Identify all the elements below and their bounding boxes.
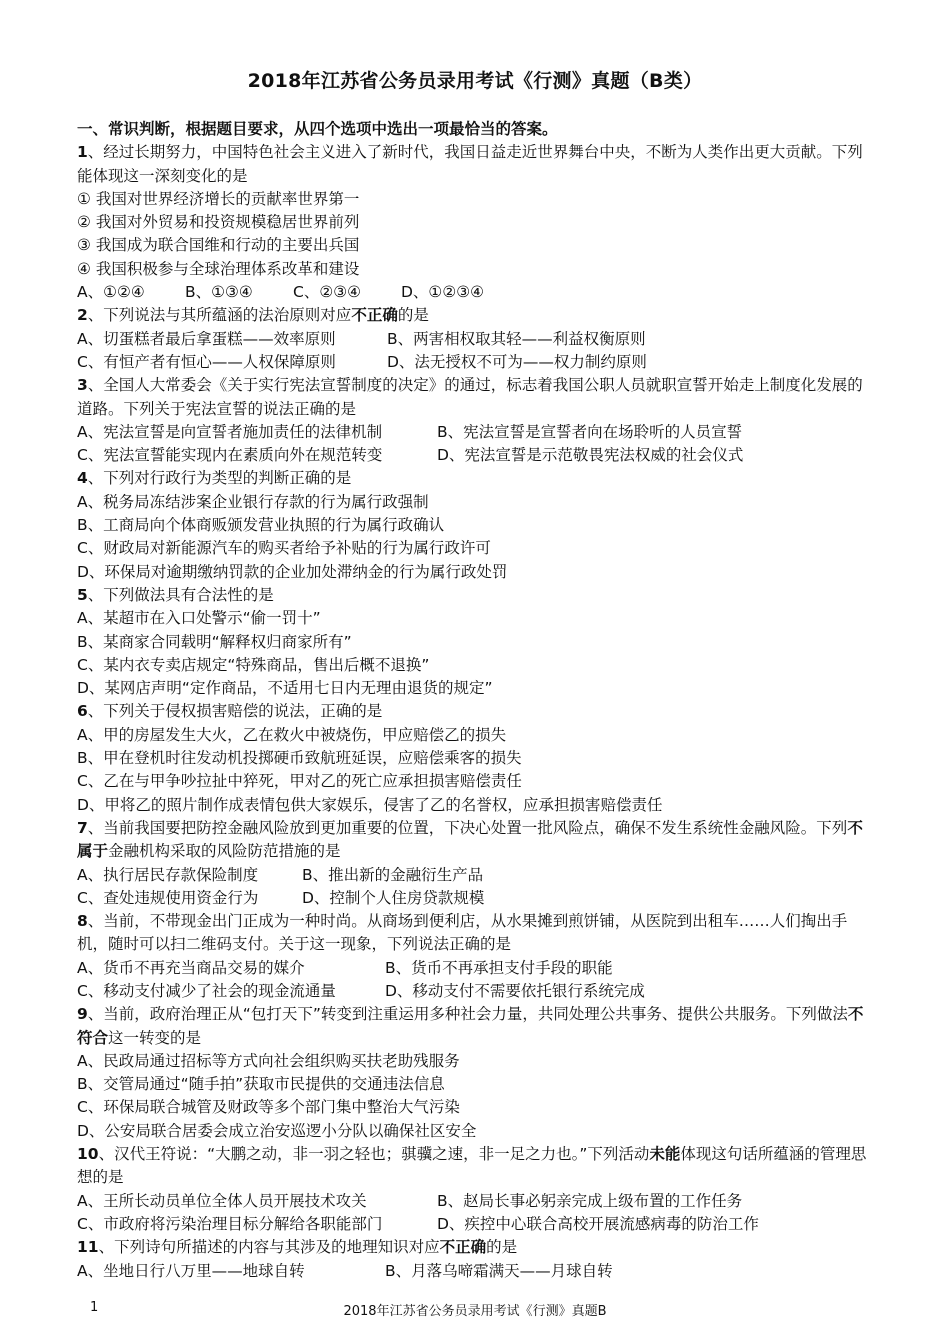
question-7-stem: 7、当前我国要把防控金融风险放到更加重要的位置，下决心处置一批风险点，确保不发生系统性金融风险。下列不属于金融机构采取的风险防范措施的是	[77, 818, 863, 861]
option-d: D、某网店声明“定作商品，不适用七日内无理由退货的规定”	[77, 679, 493, 698]
question-7-options-row	[77, 887, 877, 910]
option-b: B、货币不再承担支付手段的职能	[385, 958, 613, 977]
question-3-stem: 3、全国人大常委会《关于实行宪法宣誓制度的决定》的通过，标志着我国公职人员就职宣誓开始走上制度化发展的道路。下列关于宪法宣誓的说法正确的是	[77, 376, 863, 418]
question-7-options-row	[77, 864, 877, 887]
question-10-stem: 10、汉代王符说：“大鹏之动，非一羽之轻也；骐骥之速，非一足之力也。”下列活动未能体现这句话所蕴涵的管理思想的是	[77, 1145, 867, 1187]
option-c: C、财政局对新能源汽车的购买者给予补贴的行为属行政许可	[77, 539, 491, 558]
question-8-stem: 8、当前，不带现金出门正成为一种时尚。从商场到便利店，从水果摊到煎饼铺，从医院到出租车……人们掏出手机，随时可以扫二维码支付。关于这一现象，下列说法正确的是	[77, 912, 848, 954]
emphasis-text: 不正确	[351, 306, 398, 325]
question-number: 5	[77, 585, 88, 604]
option-c: C、移动支付减少了社会的现金流通量	[77, 981, 336, 1000]
emphasis-text: 不正确	[439, 1238, 487, 1257]
option-c: C、市政府将污染治理目标分解给各职能部门	[77, 1214, 383, 1233]
page-title: 2018年江苏省公务员录用考试《行测》真题（B类）	[247, 70, 703, 92]
option-b: B、某商家合同载明“解释权归商家所有”	[77, 632, 352, 651]
question-number: 1	[77, 143, 88, 162]
question-3-options-row	[77, 444, 877, 467]
option-b: B、赵局长事必躬亲完成上级布置的工作任务	[437, 1191, 743, 1210]
question-1-options	[77, 281, 877, 304]
option-b: B、甲在登机时往发动机投掷硬币致航班延误，应赔偿乘客的损失	[77, 749, 522, 768]
option-c: C、有恒产者有恒心——人权保障原则	[77, 352, 336, 371]
question-4-stem: 4、下列对行政行为类型的判断正确的是	[77, 469, 352, 488]
option-c: C、环保局联合城管及财政等多个部门集中整治大气污染	[77, 1098, 460, 1117]
option-d: D、环保局对逾期缴纳罚款的企业加处滞纳金的行为属行政处罚	[77, 562, 508, 581]
option-d: D、①②③④	[401, 283, 485, 302]
emphasis-text: 未能	[649, 1145, 681, 1164]
option-d: D、疾控中心联合高校开展流感病毒的防治工作	[437, 1214, 759, 1233]
question-11-stem: 11、下列诗句所描述的内容与其涉及的地理知识对应不正确的是	[77, 1238, 518, 1257]
page-footer	[0, 1300, 950, 1324]
option-a: A、某超市在入口处警示“偷一罚十”	[77, 609, 321, 628]
option-c: C、查处违规使用资金行为	[77, 888, 259, 907]
option-b: B、推出新的金融衍生产品	[302, 865, 484, 884]
option-a: A、执行居民存款保险制度	[77, 865, 259, 884]
question-body	[77, 118, 877, 1283]
question-number: 9	[77, 1005, 88, 1024]
question-9-stem: 9、当前，政府治理正从“包打天下”转变到注重运用多种社会力量，共同处理公共事务、提供公共服务。下列做法不符合这一转变的是	[77, 1005, 864, 1047]
question-10-options-row	[77, 1190, 877, 1213]
option-a: A、宪法宣誓是向宣誓者施加责任的法律机制	[77, 422, 383, 441]
option-d: D、控制个人住房贷款规模	[302, 888, 485, 907]
question-number: 7	[77, 818, 88, 837]
option-a: A、甲的房屋发生大火，乙在救火中被烧伤，甲应赔偿乙的损失	[77, 725, 507, 744]
question-5-stem: 5、下列做法具有合法性的是	[77, 585, 274, 604]
option-d: D、公安局联合居委会成立治安巡逻小分队以确保社区安全	[77, 1121, 477, 1140]
question-number: 2	[77, 306, 88, 325]
question-1-item: ③ 我国成为联合国维和行动的主要出兵国	[77, 236, 360, 255]
question-2-options-row	[77, 351, 877, 374]
question-11-options-row	[77, 1260, 877, 1283]
section-heading: 一、常识判断，根据题目要求，从四个选项中选出一项最恰当的答案。	[77, 120, 558, 138]
question-6-stem: 6、下列关于侵权损害赔偿的说法，正确的是	[77, 702, 383, 721]
option-b: B、工商局向个体商贩颁发营业执照的行为属行政确认	[77, 516, 445, 535]
option-b: B、①③④	[185, 283, 253, 302]
option-c: C、某内衣专卖店规定“特殊商品，售出后概不退换”	[77, 655, 430, 674]
option-c: C、乙在与甲争吵拉扯中猝死，甲对乙的死亡应承担损害赔偿责任	[77, 772, 522, 791]
emphasis-text: 不属于	[77, 818, 863, 861]
option-a: A、货币不再充当商品交易的媒介	[77, 958, 305, 977]
emphasis-text: 不符合	[77, 1005, 864, 1047]
running-title: 2018年江苏省公务员录用考试《行测》真题B	[343, 1304, 607, 1319]
question-number: 11	[77, 1238, 99, 1257]
option-d: D、甲将乙的照片制作成表情包供大家娱乐，侵害了乙的名誉权，应承担损害赔偿责任	[77, 795, 663, 814]
question-1-item: ② 我国对外贸易和投资规模稳居世界前列	[77, 213, 360, 232]
question-10-options-row	[77, 1213, 877, 1236]
option-a: A、坐地日行八万里——地球自转	[77, 1261, 305, 1280]
question-number: 8	[77, 912, 88, 931]
page-number: 1	[90, 1300, 99, 1315]
option-c: C、宪法宣誓能实现内在素质向外在规范转变	[77, 446, 383, 465]
question-2-options-row	[77, 328, 877, 351]
option-a: A、王所长动员单位全体人员开展技术攻关	[77, 1191, 367, 1210]
question-1-stem: 1、经过长期努力，中国特色社会主义进入了新时代，我国日益走近世界舞台中央，不断为人类作出更大贡献。下列能体现这一深刻变化的是	[77, 143, 863, 185]
option-d: D、移动支付不需要依托银行系统完成	[385, 981, 645, 1000]
option-a: A、①②④	[77, 283, 145, 302]
option-c: C、②③④	[293, 283, 362, 302]
option-d: D、法无授权不可为——权力制约原则	[387, 352, 647, 371]
question-3-options-row	[77, 421, 877, 444]
option-b: B、交管局通过“随手拍”获取市民提供的交通违法信息	[77, 1075, 445, 1094]
option-b: B、两害相权取其轻——利益权衡原则	[387, 329, 646, 348]
question-number: 6	[77, 702, 88, 721]
option-b: B、月落乌啼霜满天——月球自转	[385, 1261, 613, 1280]
question-number: 3	[77, 376, 88, 395]
question-1-item: ④ 我国积极参与全球治理体系改革和建设	[77, 259, 360, 278]
question-8-options-row	[77, 957, 877, 980]
question-8-options-row	[77, 980, 877, 1003]
option-b: B、宪法宣誓是宣誓者向在场聆听的人员宣誓	[437, 422, 743, 441]
option-a: A、切蛋糕者最后拿蛋糕——效率原则	[77, 329, 336, 348]
option-a: A、税务局冻结涉案企业银行存款的行为属行政强制	[77, 492, 429, 511]
question-1-item: ① 我国对世界经济增长的贡献率世界第一	[77, 189, 360, 208]
option-d: D、宪法宣誓是示范敬畏宪法权威的社会仪式	[437, 446, 744, 465]
question-number: 4	[77, 469, 88, 488]
question-number: 10	[77, 1145, 99, 1164]
question-2-stem: 2、下列说法与其所蕴涵的法治原则对应不正确的是	[77, 306, 429, 325]
option-a: A、民政局通过招标等方式向社会组织购买扶老助残服务	[77, 1051, 460, 1070]
